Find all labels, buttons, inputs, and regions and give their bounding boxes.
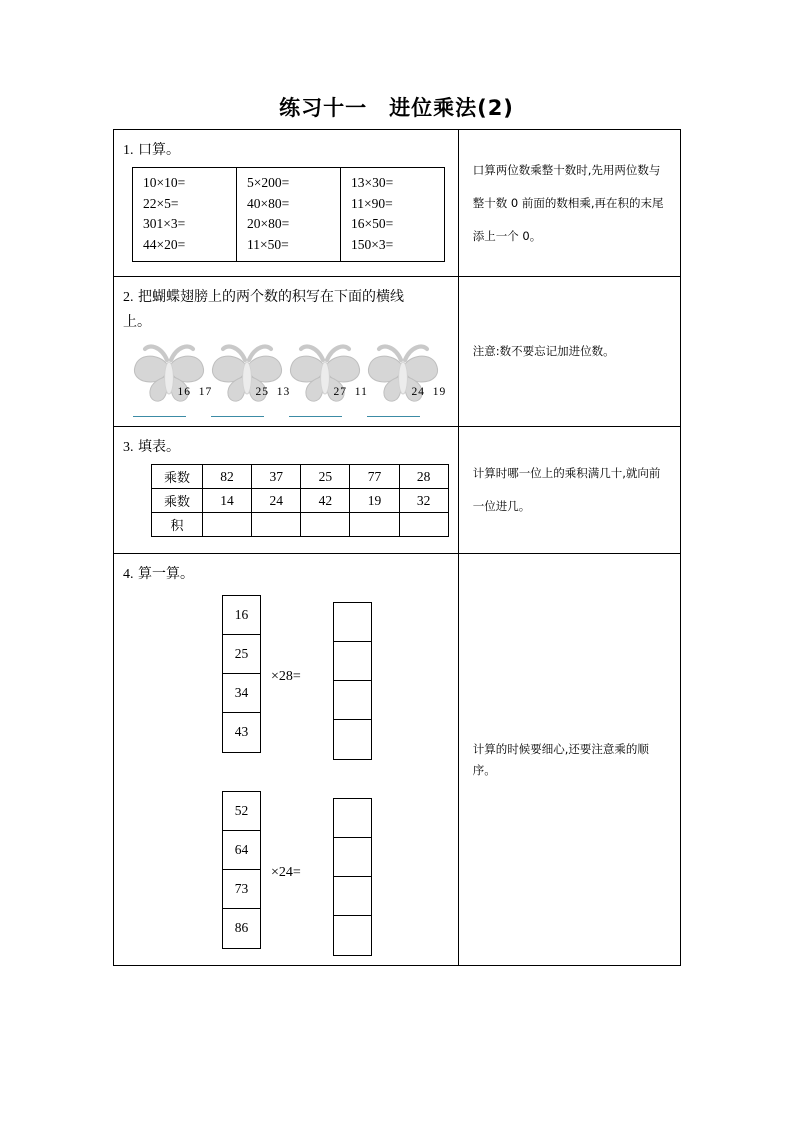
operand-box: 16 [223,596,260,635]
butterfly-icon [209,344,291,406]
section-1-heading [123,138,449,163]
result-box[interactable] [334,681,371,720]
butterfly-numbers [131,374,213,410]
table-cell: 28 [399,465,448,489]
oral-expression: 5×200= [247,175,290,190]
oral-expression: 10×10= [143,175,186,190]
butterfly-number-right: 11 [354,386,368,398]
oral-calc-col-3 [341,168,445,262]
section-1-heading-text: 口算。 [137,142,180,158]
oral-expression: 150×3= [351,236,394,252]
section-row-2 [114,277,680,427]
section-2-note: 注意:数不要忘记加进位数。 [472,344,615,358]
result-box[interactable] [334,838,371,877]
result-box[interactable] [334,603,371,642]
row-label: 积 [152,513,203,537]
operand-column [222,791,261,949]
table-answer-cell[interactable] [202,513,251,537]
result-box[interactable] [334,916,371,955]
table-answer-cell[interactable] [350,513,399,537]
table-row [152,465,449,489]
section-2-content [114,277,459,426]
result-column [333,602,372,760]
butterfly-icon [365,344,447,406]
section-4-heading-text: 算一算。 [137,566,194,582]
operand-box: 52 [223,792,260,831]
worksheet-table [113,129,681,966]
section-4-content [114,554,459,965]
butterfly-numbers [365,374,447,410]
butterfly-number-right: 13 [276,386,291,398]
butterfly-number-left: 25 [255,386,269,398]
row-label: 乘数 [152,489,203,513]
answer-line[interactable] [211,416,264,417]
table-cell: 25 [301,465,350,489]
section-3-note: 计算时哪一位上的乘积满几十,就向前一位进几。 [472,466,661,513]
oral-expression: 22×5= [143,195,179,211]
section-row-1 [114,130,680,277]
section-4-note-cell [459,554,680,965]
butterfly-numbers [209,374,291,410]
fill-in-table [151,464,449,537]
section-2-note-cell [459,277,680,426]
butterfly-row [123,344,449,422]
result-box[interactable] [334,877,371,916]
butterfly-icon [131,344,213,406]
operand-box: 34 [223,674,260,713]
result-box[interactable] [334,799,371,838]
operand-box: 86 [234,920,249,935]
butterfly-number-left: 27 [333,386,347,398]
section-2-number: 2. [123,290,134,305]
oral-expression: 301×3= [143,216,186,231]
section-3-heading [123,435,449,460]
oral-expression: 13×30= [351,175,394,190]
calc-group [123,787,449,947]
butterfly-number-left: 24 [411,386,425,398]
butterfly-number-right: 17 [198,386,213,398]
section-3-note-cell [459,427,680,553]
oral-calc-col-2 [237,168,341,262]
section-3-heading-text: 填表。 [137,439,180,455]
table-answer-cell[interactable] [399,513,448,537]
table-answer-cell[interactable] [301,513,350,537]
table-cell: 32 [399,489,448,513]
table-cell: 37 [252,465,301,489]
operand-box: 25 [223,635,260,674]
oral-expression: 11×50= [247,236,289,252]
butterfly-number-left: 16 [177,386,191,398]
oral-expression: 44×20= [143,236,186,252]
section-row-4 [114,554,680,965]
answer-line[interactable] [289,416,342,417]
butterfly-icon [287,344,368,406]
table-cell: 82 [202,465,251,489]
result-box[interactable] [334,720,371,759]
section-4-number: 4. [123,567,134,582]
answer-line[interactable] [133,416,186,417]
table-cell: 77 [350,465,399,489]
section-1-number: 1. [123,143,134,158]
butterfly-number-right: 19 [432,386,447,398]
operand-box: 73 [223,870,260,909]
table-row [152,513,449,537]
answer-line[interactable] [367,416,420,417]
section-3-number: 3. [123,440,134,455]
section-2-heading [123,285,423,334]
table-answer-cell[interactable] [252,513,301,537]
table-cell: 42 [301,489,350,513]
oral-expression: 11×90= [351,195,393,211]
oral-expression: 40×80= [247,195,290,211]
result-box[interactable] [334,642,371,681]
oral-calc-table [132,167,445,262]
section-1-note-cell [459,130,680,276]
operand-column [222,595,261,753]
section-4-note: 计算的时候要细心,还要注意乘的顺序。 [472,741,649,777]
section-3-content [114,427,459,553]
section-1-content [114,130,459,276]
section-1-note: 口算两位数乘整十数时,先用两位数与整十数 0 前面的数相乘,再在积的末尾添上一个 0。 [472,162,664,243]
section-row-3 [114,427,680,554]
operator-label: ×28= [271,669,301,684]
butterfly-numbers [287,374,368,410]
oral-expression: 16×50= [351,216,394,231]
table-row [152,489,449,513]
section-2-heading-text: 把蝴蝶翅膀上的两个数的积写在下面的横线上。 [123,289,404,330]
calc-group [123,591,449,751]
page-title: 练习十一 进位乘法(2) [279,96,514,120]
section-4-heading [123,562,449,587]
table-cell: 19 [350,489,399,513]
operand-box: 43 [234,724,249,739]
operand-box: 64 [223,831,260,870]
oral-calc-col-1 [133,168,237,262]
table-cell: 24 [252,489,301,513]
operator-label: ×24= [271,865,301,880]
row-label: 乘数 [152,465,203,489]
result-column [333,798,372,956]
table-cell: 14 [202,489,251,513]
oral-expression: 20×80= [247,216,290,231]
oral-calc-row [133,168,445,262]
